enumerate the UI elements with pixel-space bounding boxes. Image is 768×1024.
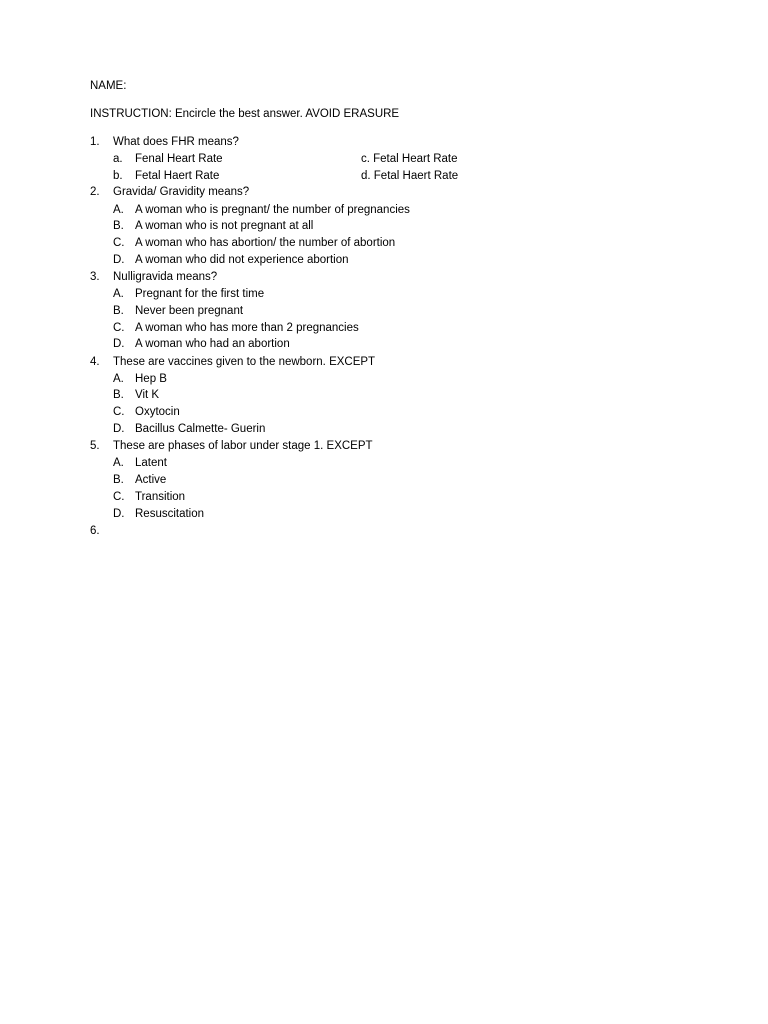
choice-letter: A.: [113, 288, 124, 300]
choice-text: c. Fetal Heart Rate: [361, 153, 458, 165]
choice-text: Never been pregnant: [135, 305, 244, 317]
choice-text: A woman who has more than 2 pregnancies: [135, 322, 359, 334]
question-text: What does FHR means?: [113, 136, 239, 148]
choice-letter: D.: [113, 423, 125, 435]
choice-letter: A.: [113, 457, 124, 469]
choice-letter: C.: [113, 237, 125, 249]
choice-text: Vit K: [135, 389, 160, 401]
question-number: 6.: [90, 525, 100, 537]
instruction-text: INSTRUCTION: Encircle the best answer. AVOID ERASURE: [90, 108, 400, 120]
choice-text: A woman who has abortion/ the number of abortion: [135, 237, 396, 249]
choice-letter: b.: [113, 170, 123, 182]
choice-letter: B.: [113, 389, 124, 401]
choice-text: A woman who is not pregnant at all: [135, 220, 314, 232]
choice-letter: A.: [113, 373, 124, 385]
choice-text: A woman who did not experience abortion: [135, 254, 349, 266]
question-number: 4.: [90, 356, 100, 368]
choice-text: Resuscitation: [135, 508, 205, 520]
choice-text: Transition: [135, 491, 186, 503]
choice-text: Oxytocin: [135, 406, 180, 418]
name-label: NAME:: [90, 80, 127, 92]
question-text: These are phases of labor under stage 1. EXCEPT: [113, 440, 373, 452]
choice-text: d. Fetal Haert Rate: [361, 170, 459, 182]
question-number: 5.: [90, 440, 100, 452]
choice-text: Fetal Haert Rate: [135, 170, 220, 182]
question-text: Nulligravida means?: [113, 271, 218, 283]
question-number: 3.: [90, 271, 100, 283]
choice-letter: C.: [113, 322, 125, 334]
choice-letter: A.: [113, 204, 124, 216]
choice-letter: C.: [113, 406, 125, 418]
choice-text: A woman who had an abortion: [135, 338, 290, 350]
choice-text: Active: [135, 474, 167, 486]
question-number: 1.: [90, 136, 100, 148]
choice-letter: B.: [113, 220, 124, 232]
choice-letter: D.: [113, 508, 125, 520]
choice-text: Fenal Heart Rate: [135, 153, 223, 165]
choice-letter: B.: [113, 305, 124, 317]
choice-letter: a.: [113, 153, 123, 165]
question-text: These are vaccines given to the newborn. EXCEPT: [113, 356, 376, 368]
choice-letter: C.: [113, 491, 125, 503]
question-text: Gravida/ Gravidity means?: [113, 186, 250, 198]
choice-letter: B.: [113, 474, 124, 486]
question-number: 2.: [90, 186, 100, 198]
choice-text: Pregnant for the first time: [135, 288, 265, 300]
choice-letter: D.: [113, 254, 125, 266]
choice-text: A woman who is pregnant/ the number of pregnancies: [135, 204, 410, 216]
choice-text: Hep B: [135, 373, 167, 385]
choice-text: Latent: [135, 457, 167, 469]
choice-letter: D.: [113, 338, 125, 350]
choice-text: Bacillus Calmette- Guerin: [135, 423, 266, 435]
